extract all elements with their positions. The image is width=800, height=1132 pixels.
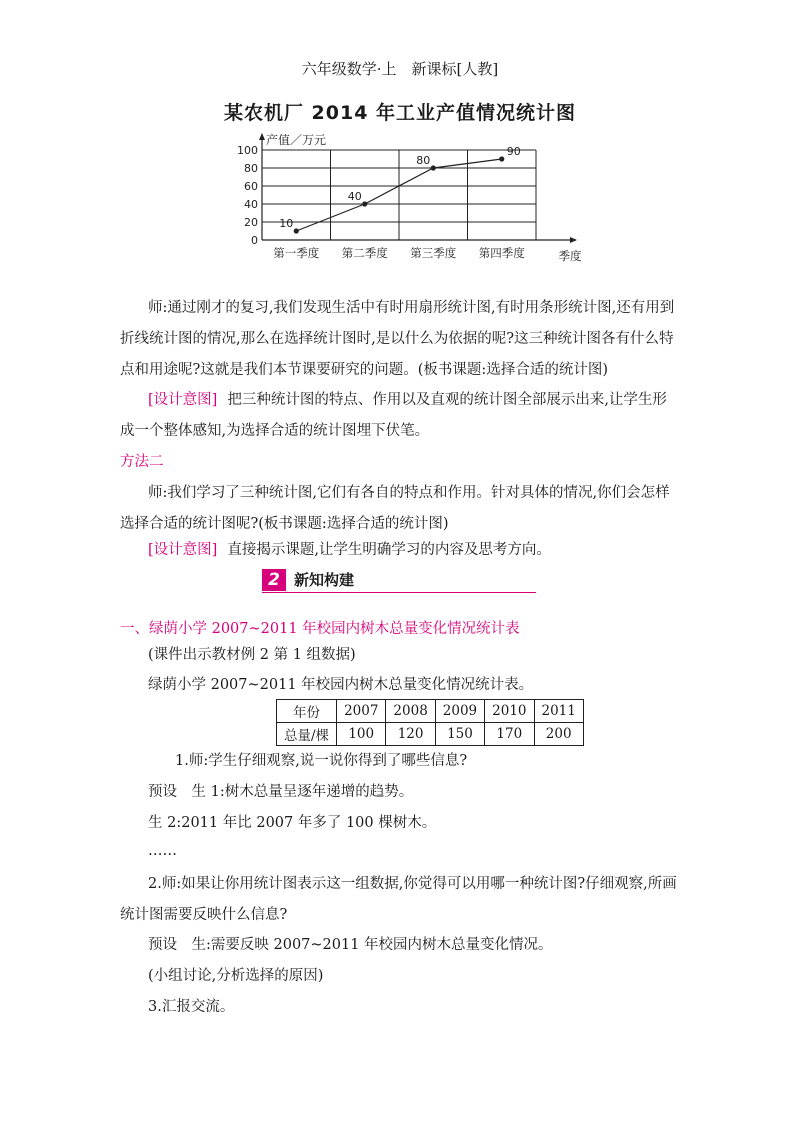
x-tick-label: 第二季度 (341, 246, 388, 260)
section-heading (262, 569, 536, 593)
design-intent-tag: [设计意图] (148, 542, 218, 558)
x-tick-label: 第三季度 (410, 246, 457, 260)
table-caption: 绿荫小学 2007~2011 年校园内树木总量变化情况统计表。 (148, 677, 534, 693)
data-label: 40 (347, 190, 362, 203)
courseware-note: (课件出示教材例 2 第 1 组数据) (148, 647, 356, 663)
table-cell: 2009 (435, 700, 484, 723)
y-tick-label: 100 (237, 144, 258, 157)
ellipsis: …… (148, 843, 177, 859)
x-axis-label: 季度 (558, 249, 582, 263)
y-axis-arrow (259, 133, 265, 140)
y-tick-label: 60 (244, 180, 258, 193)
y-tick-label: 0 (251, 234, 258, 247)
page-header: 六年级数学·上 新课标[人教] (301, 60, 499, 78)
design-intent-text: 把三种统计图的特点、作用以及直观的统计图全部展示出来,让学生形成一个整体感知,为选择合适的统计图埋下伏笔。 (120, 392, 667, 439)
line-chart (228, 130, 588, 270)
data-point (362, 201, 367, 206)
table-cell: 2010 (485, 700, 534, 723)
teacher-paragraph-1: 师:通过刚才的复习,我们发现生活中有时用扇形统计图,有时用条形统计图,还有用到折线统计图的情况,那么在选择统计图时,是以什么为依据的呢?这三种统计图各有什么特点和用途呢?这就是我们本节课要研究的问题。(板书课题:选择合适的统计图) (120, 300, 675, 378)
table-cell: 2008 (386, 700, 435, 723)
table-cell: 100 (337, 723, 386, 746)
design-intent-tag: [设计意图] (148, 392, 218, 408)
data-label: 10 (279, 217, 294, 230)
question-3: 3.汇报交流。 (148, 999, 235, 1015)
line-chart-svg (228, 130, 588, 270)
student-answer-3: 预设 生:需要反映 2007~2011 年校园内树木总量变化情况。 (148, 937, 553, 953)
section-number-badge: 2 (262, 569, 286, 591)
data-point (499, 156, 504, 161)
x-tick-label: 第一季度 (273, 246, 320, 260)
chart-title: 某农机厂 2014 年工业产值情况统计图 (223, 102, 577, 124)
table-cell: 年份 (277, 700, 337, 723)
design-intent-2 (120, 535, 680, 566)
table-cell: 150 (435, 723, 484, 746)
student-answer-2: 生 2:2011 年比 2007 年多了 100 棵树木。 (148, 815, 437, 831)
x-tick-label: 第四季度 (478, 246, 525, 260)
data-point (294, 228, 299, 233)
question-2: 2.师:如果让你用统计图表示这一组数据,你觉得可以用哪一种统计图?仔细观察,所画统计图需要反映什么信息? (120, 876, 677, 923)
design-intent-text: 直接揭示课题,让学生明确学习的内容及思考方向。 (227, 542, 551, 558)
table-cell: 120 (386, 723, 435, 746)
design-intent-1 (120, 385, 680, 447)
y-tick-label: 80 (244, 162, 258, 175)
subsection-title: 一、绿荫小学 2007~2011 年校园内树木总量变化情况统计表 (120, 621, 520, 637)
y-tick-label: 20 (244, 216, 258, 229)
student-answer-1: 预设 生 1:树木总量呈逐年递增的趋势。 (148, 784, 414, 800)
tree-count-table (276, 699, 584, 746)
table-cell: 2011 (534, 700, 583, 723)
table-cell: 170 (485, 723, 534, 746)
method-two-label: 方法二 (120, 454, 164, 470)
table-cell: 总量/棵 (277, 723, 337, 746)
table-cell: 200 (534, 723, 583, 746)
section-underline (262, 592, 536, 593)
question-1: 1.师:学生仔细观察,说一说你得到了哪些信息? (175, 753, 468, 769)
data-point (431, 165, 436, 170)
teacher-paragraph-2: 师:我们学习了三种统计图,它们有各自的特点和作用。针对具体的情况,你们会怎样选择合适的统计图呢?(板书课题:选择合适的统计图) (120, 485, 670, 532)
data-label: 80 (416, 154, 431, 167)
y-tick-label: 40 (244, 198, 258, 211)
y-axis-label: 产值／万元 (266, 133, 327, 147)
group-discussion-note: (小组讨论,分析选择的原因) (148, 968, 324, 984)
x-axis-arrow (570, 237, 577, 243)
data-label: 90 (506, 145, 521, 158)
section-title: 新知构建 (294, 571, 355, 589)
table-row (277, 723, 584, 746)
table-header-row (277, 700, 584, 723)
table-cell: 2007 (337, 700, 386, 723)
